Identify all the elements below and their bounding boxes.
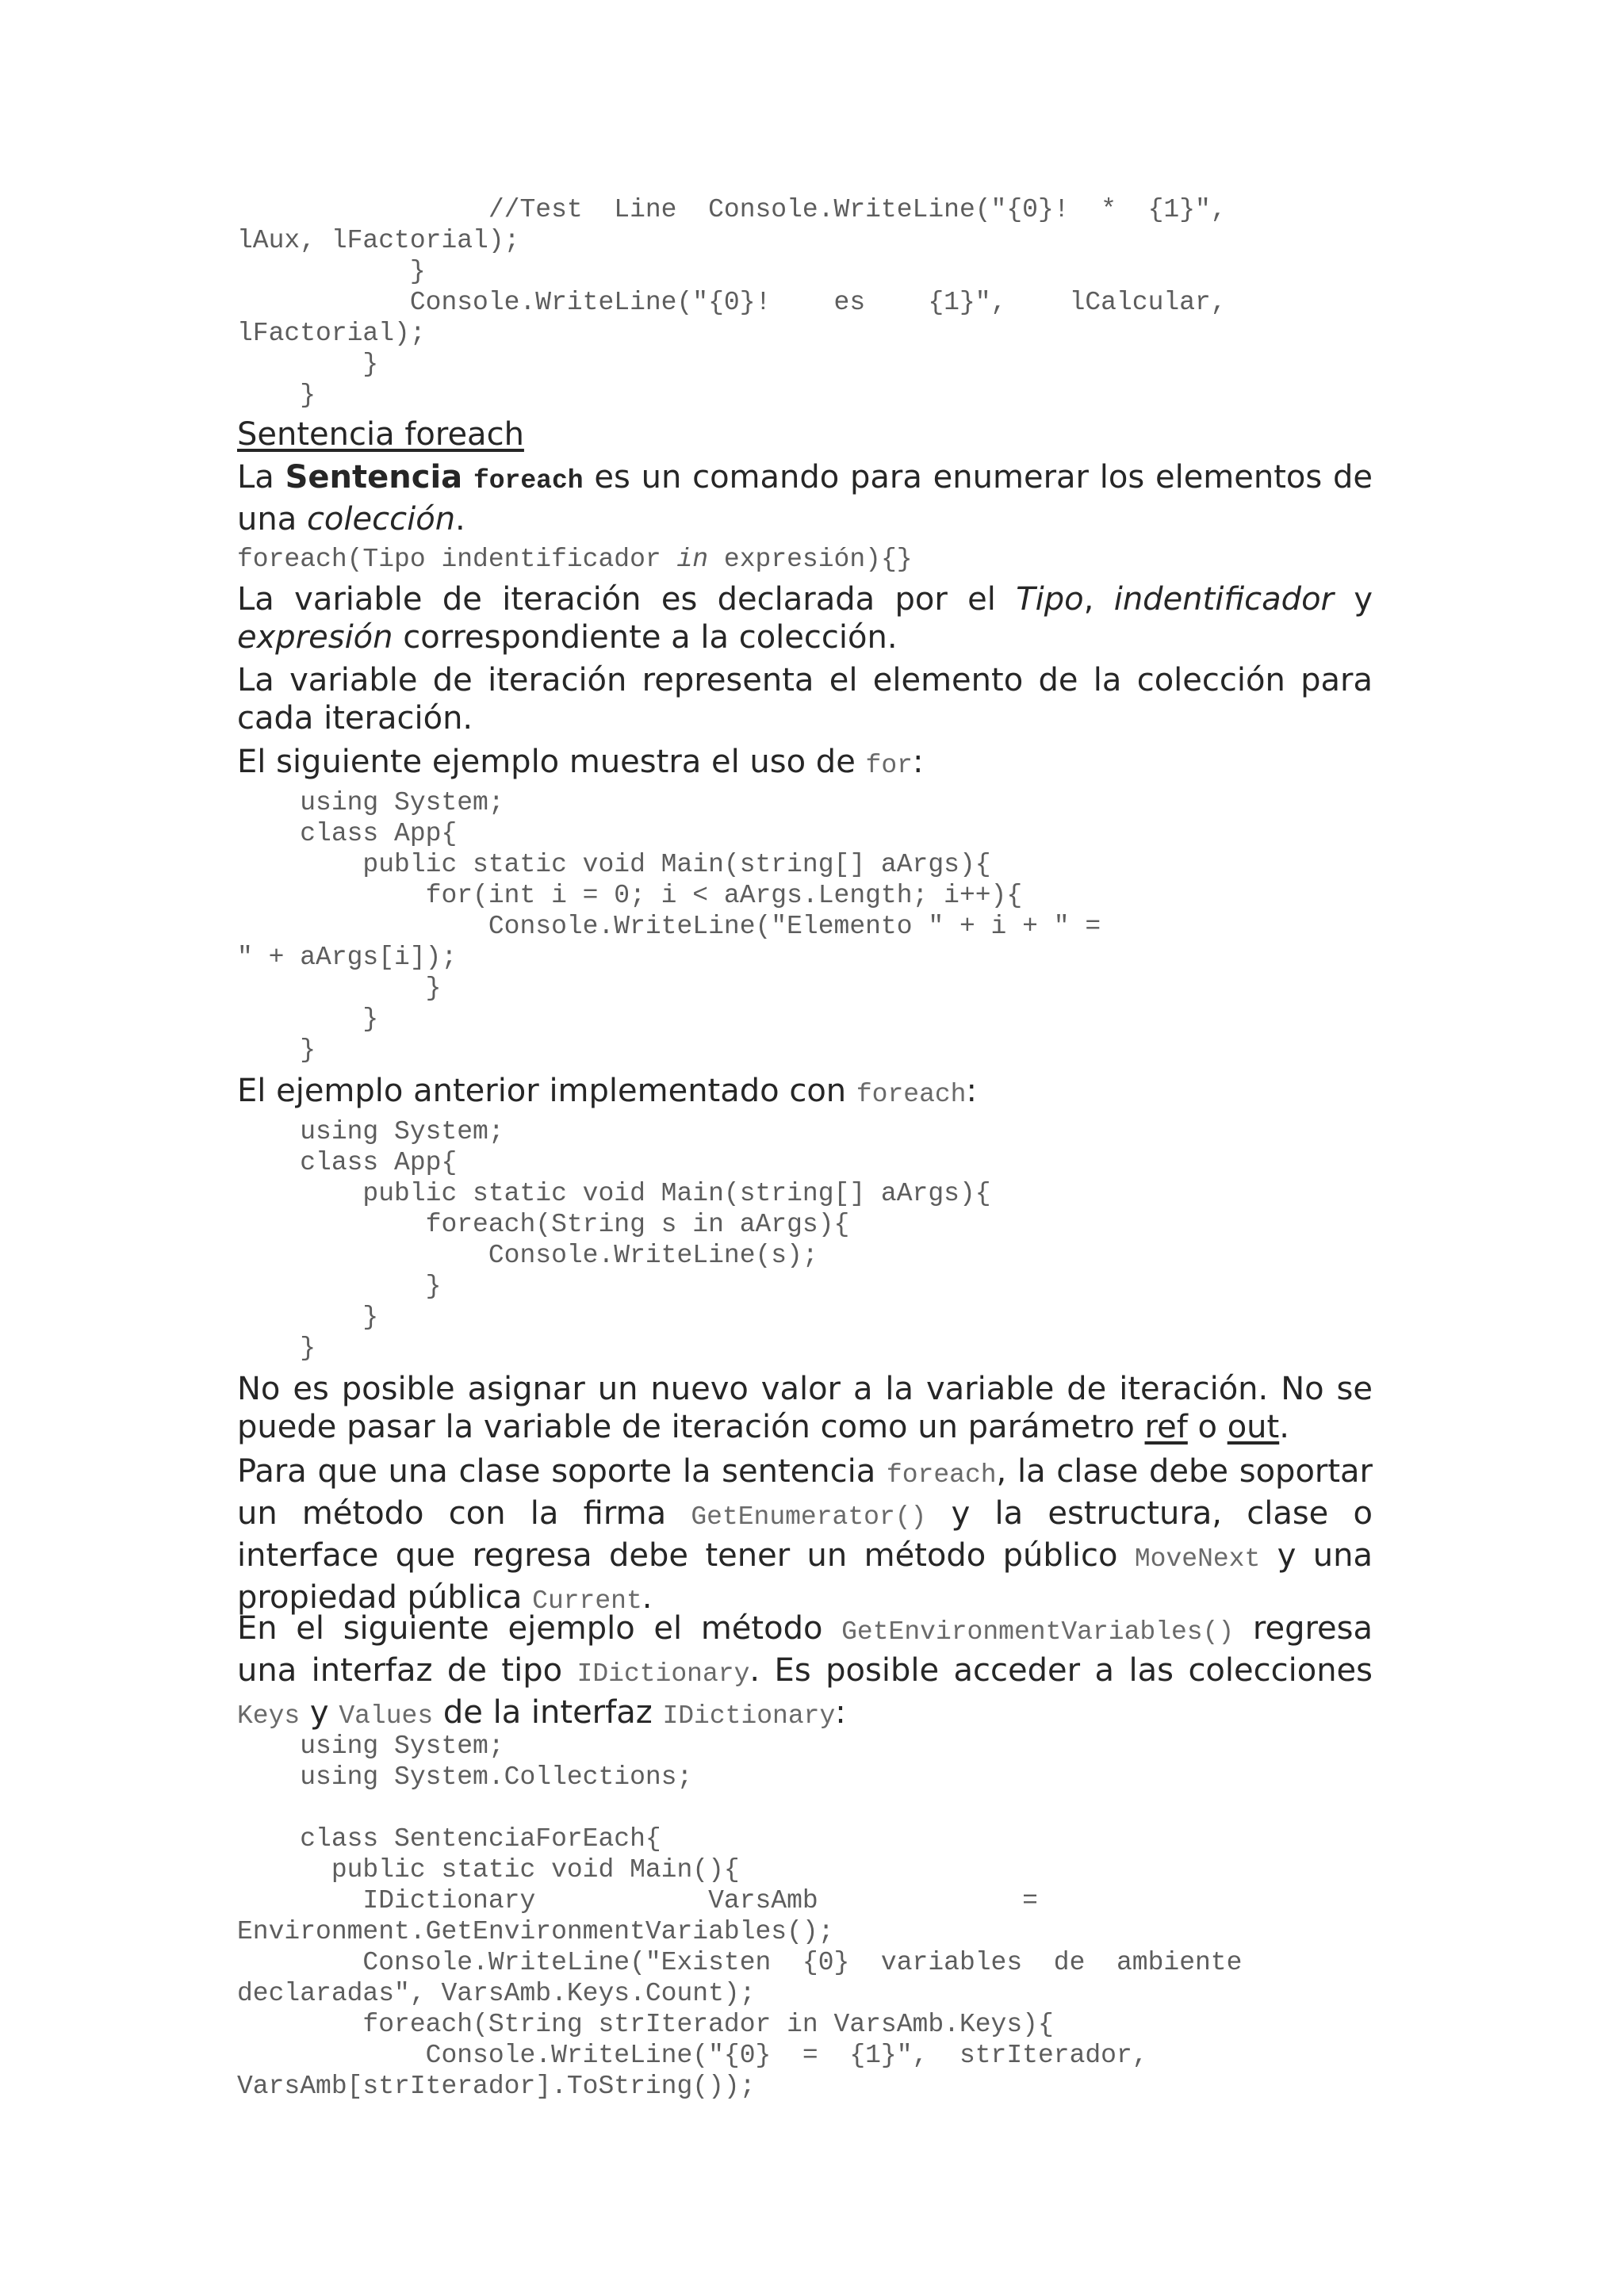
code-line: foreach(String strIterador in VarsAmb.Keys){ [237,2010,1054,2039]
code-line: IDictionary VarsAmb = [237,1886,1038,1915]
code-line: for(int i = 0; i < aArgs.Length; i++){ [237,881,1023,910]
code-line: " + aArgs[i]); [237,943,458,972]
example-foreach-paragraph: El ejemplo anterior implementado con foreach: [237,1073,977,1109]
code-line: Environment.GetEnvironmentVariables(); [237,1917,834,1946]
code-line: declaradas", VarsAmb.Keys.Count); [237,1979,756,2008]
no-asignar-paragraph: No es posible asignar un nuevo valor a la variable de iteración. No se puede pasar la variable de iteración como un parámetro ref o out. [237,1371,1373,1445]
code-line: } [237,1004,379,1034]
code-line: class SentenciaForEach{ [237,1824,661,1854]
code-line: public static void Main(string[] aArgs){ [237,1179,991,1208]
code-line: } [237,1035,316,1065]
code-line: Console.WriteLine("Elemento " + i + " = [237,912,1101,941]
example-for-paragraph: El siguiente ejemplo muestra el uso de for: [237,744,924,780]
code-line: public static void Main(){ [237,1855,740,1885]
code-line: Console.WriteLine("Existen {0} variables de ambiente [237,1948,1243,1977]
en-el-paragraph: En el siguiente ejemplo el método GetEnvironmentVariables() regresa una interfaz de tipo IDictionary. Es posible acceder a las colecciones Keys y Values de la interfaz IDictionary: [237,1610,1373,1731]
code-line: Console.WriteLine("{0} = {1}", strIterador, [237,2041,1148,2070]
code-line: lAux, lFactorial); [237,226,520,255]
code-line: //Test Line Console.WriteLine("{0}! * {1}", [237,195,1227,224]
syntax-line: foreach(Tipo indentificador in expresión){} [237,545,913,574]
code-line: lFactorial); [237,319,426,348]
code-line: using System; [237,788,504,817]
code-line: } [237,1303,379,1332]
code-line: } [237,1272,442,1301]
code-line: } [237,350,379,379]
section-heading: Sentencia foreach [237,416,524,453]
code-line: using System; [237,1732,504,1761]
code-line: } [237,1334,316,1363]
code-line: VarsAmb[strIterador].ToString()); [237,2072,756,2101]
code-line: public static void Main(string[] aArgs){ [237,850,991,879]
code-line: class App{ [237,819,458,848]
code-line: Console.WriteLine("{0}! es {1}", lCalcular, [237,288,1227,317]
intro-paragraph: La Sentencia foreach es un comando para enumerar los elementos de una colección. [237,459,1373,538]
code-line: } [237,257,426,286]
variable-paragraph: La variable de iteración es declarada por el Tipo, indentificador y expresión correspondiente a la colección. [237,581,1373,656]
represent-paragraph: La variable de iteración representa el elemento de la colección para cada iteración. [237,662,1373,737]
code-line: } [237,974,442,1003]
code-line: foreach(String s in aArgs){ [237,1210,850,1239]
code-line: Console.WriteLine(s); [237,1241,818,1270]
code-line: using System; [237,1117,504,1146]
para-que-paragraph: Para que una clase soporte la sentencia foreach, la clase debe soportar un método con la firma GetEnumerator() y la estructura, clase o interface que regresa debe tener un método público MoveNext y una propiedad pública Current. [237,1453,1373,1616]
code-line: using System.Collections; [237,1762,693,1792]
code-line: } [237,381,316,410]
code-line: class App{ [237,1148,458,1177]
